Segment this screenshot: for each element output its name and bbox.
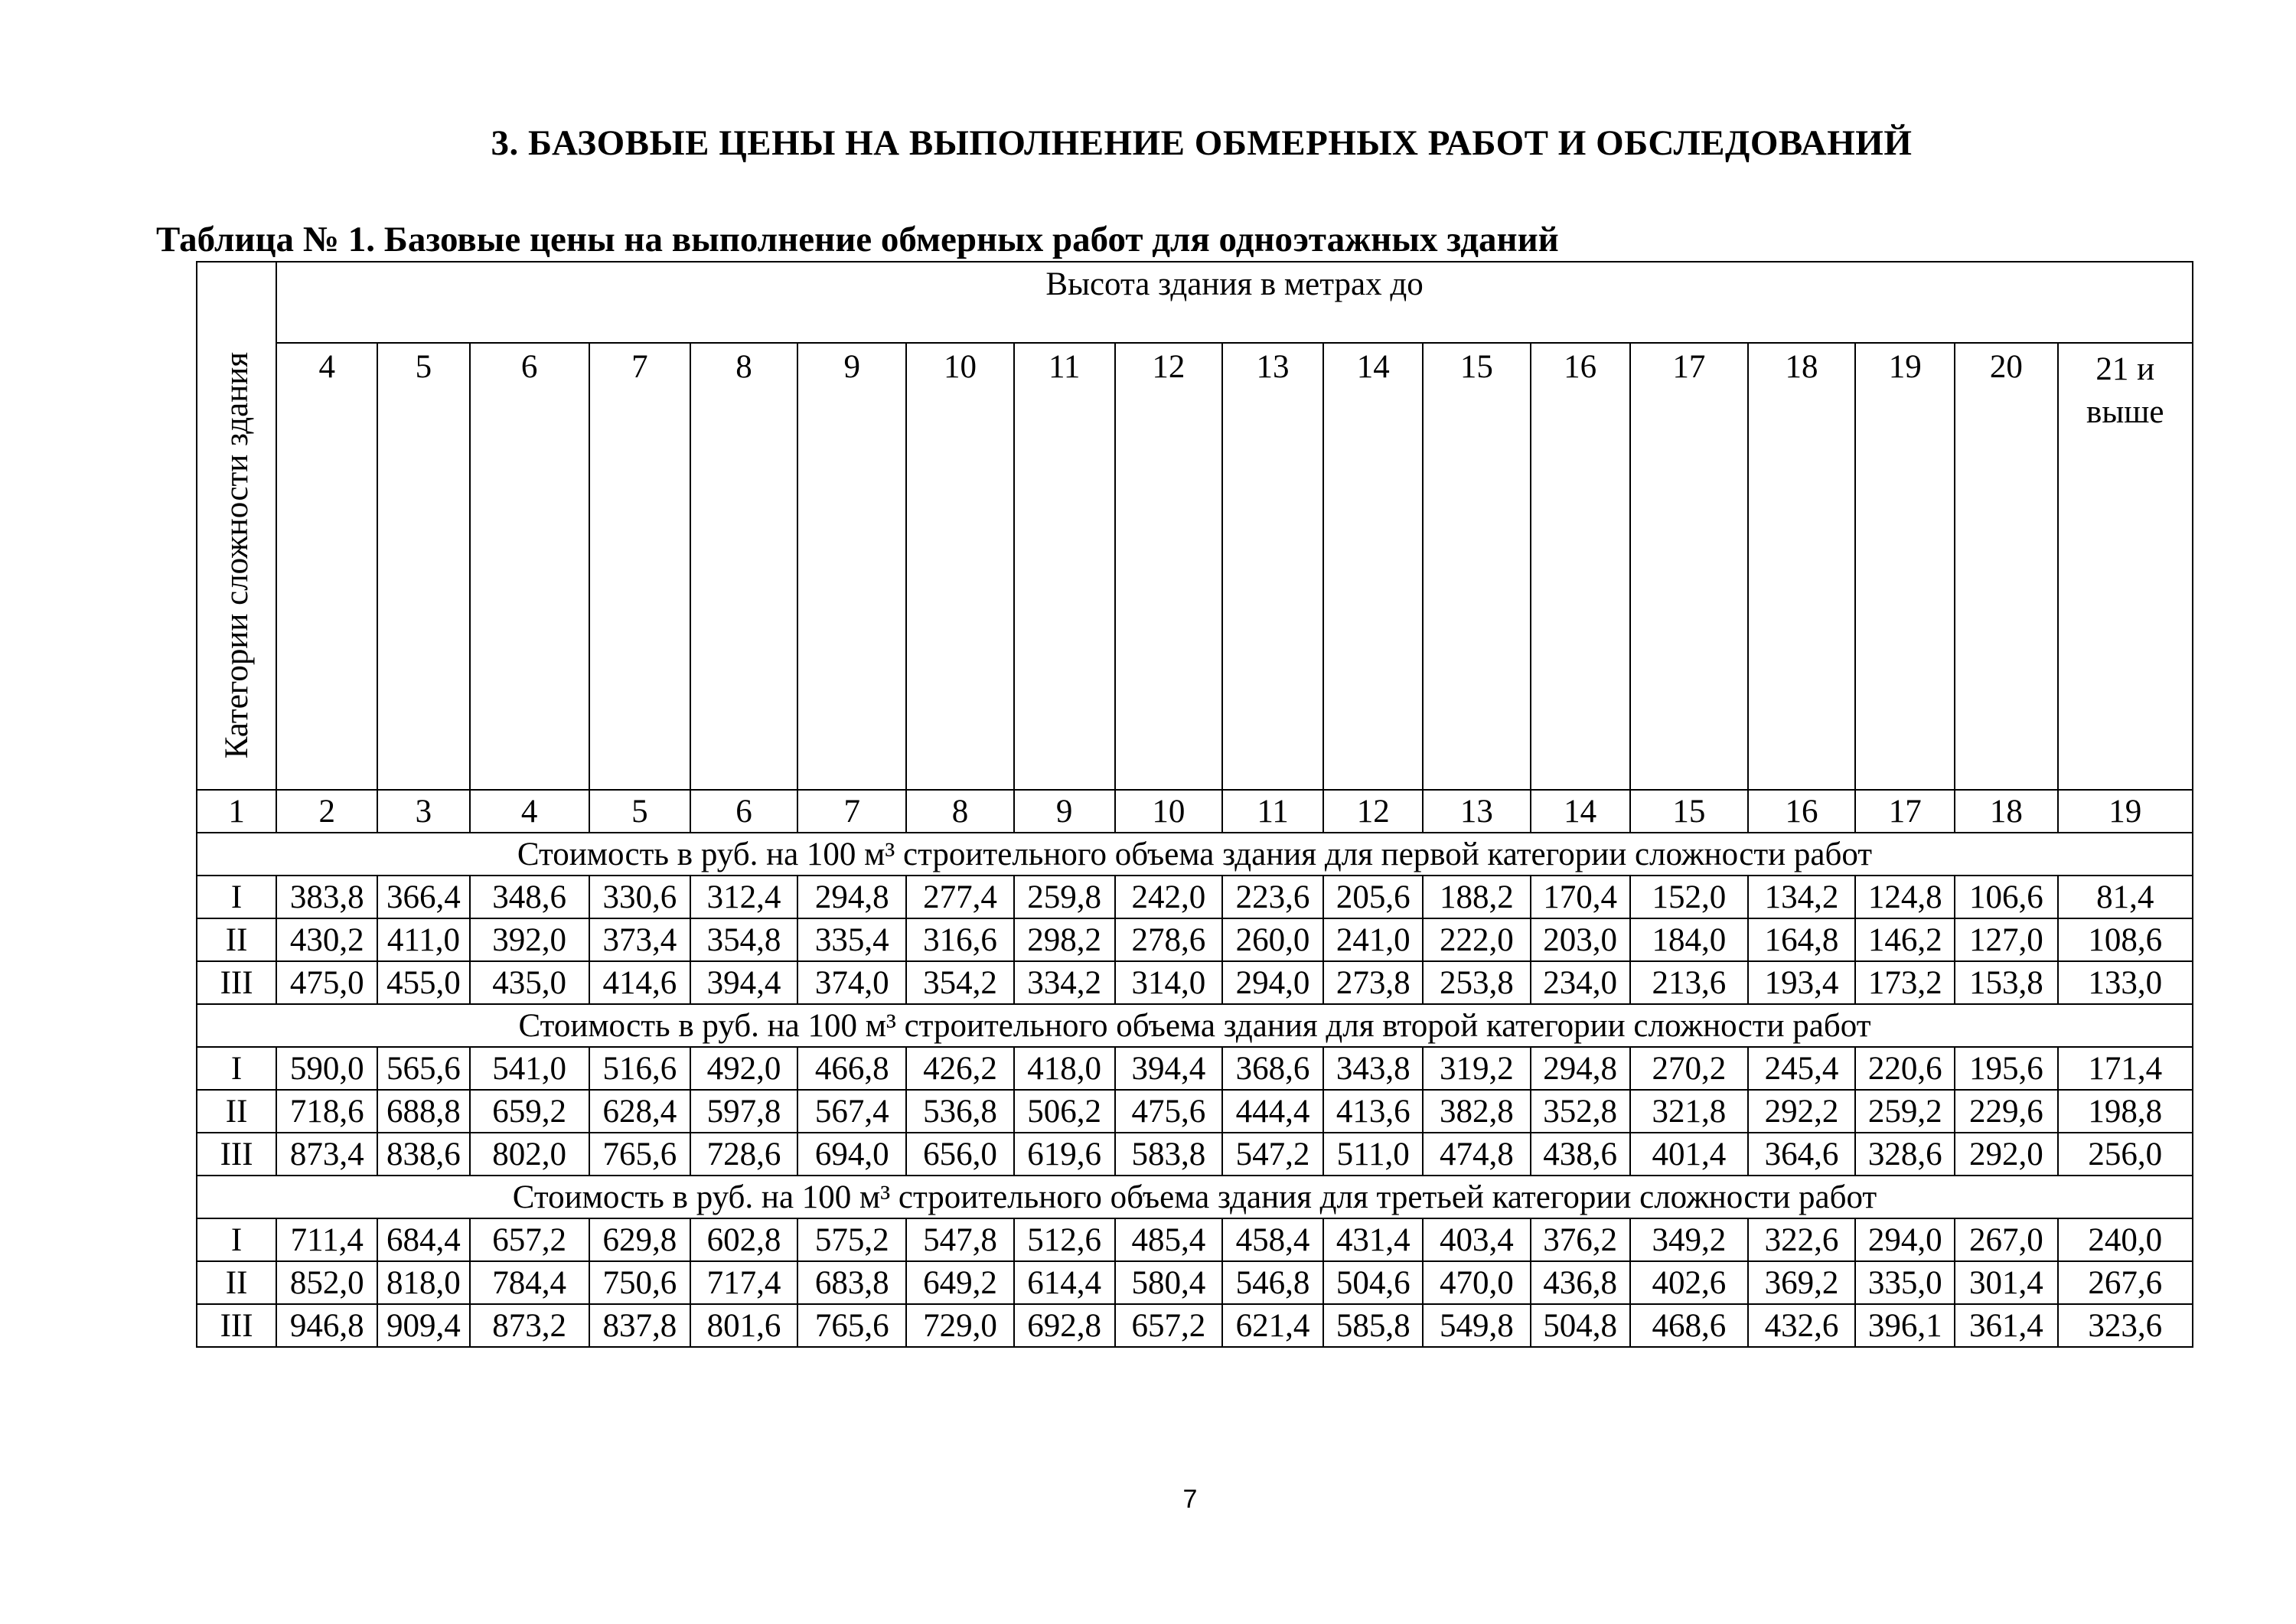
column-number: 14 — [1531, 790, 1630, 833]
category-cell: I — [197, 876, 276, 918]
category-cell: II — [197, 1090, 276, 1133]
table-row — [197, 961, 2193, 1004]
price-cell: 585,8 — [1323, 1304, 1423, 1347]
price-cell: 188,2 — [1423, 876, 1530, 918]
price-cell: 512,6 — [1014, 1218, 1115, 1261]
price-cell: 328,6 — [1855, 1133, 1955, 1176]
price-cell: 368,6 — [1222, 1047, 1323, 1090]
price-cell: 765,6 — [589, 1133, 690, 1176]
price-cell: 273,8 — [1323, 961, 1423, 1004]
price-cell: 294,8 — [1531, 1047, 1630, 1090]
price-cell: 267,0 — [1955, 1218, 2057, 1261]
table-row — [197, 1133, 2193, 1176]
price-cell: 323,6 — [2058, 1304, 2193, 1347]
table-row — [197, 1218, 2193, 1261]
price-cell: 259,2 — [1855, 1090, 1955, 1133]
table-row — [197, 1047, 2193, 1090]
table-caption: Таблица № 1. Базовые цены на выполнение обмерных работ для одноэтажных зданий — [156, 220, 1559, 259]
price-cell: 873,2 — [470, 1304, 589, 1347]
price-cell: 718,6 — [276, 1090, 377, 1133]
height-column-header: 19 — [1855, 343, 1955, 790]
price-cell: 621,4 — [1222, 1304, 1323, 1347]
price-cell: 818,0 — [377, 1261, 469, 1304]
table-row — [197, 1304, 2193, 1347]
height-column-header: 18 — [1748, 343, 1855, 790]
price-cell: 657,2 — [470, 1218, 589, 1261]
category-header: Категории сложности здания — [218, 351, 255, 758]
price-cell: 802,0 — [470, 1133, 589, 1176]
height-column-header: 9 — [797, 343, 906, 790]
price-cell: 229,6 — [1955, 1090, 2057, 1133]
category-cell: III — [197, 1133, 276, 1176]
price-cell: 294,0 — [1222, 961, 1323, 1004]
table-row — [197, 1261, 2193, 1304]
height-column-header: 4 — [276, 343, 377, 790]
height-column-header: 15 — [1423, 343, 1530, 790]
price-cell: 314,0 — [1115, 961, 1222, 1004]
price-cell: 259,8 — [1014, 876, 1115, 918]
price-cell: 619,6 — [1014, 1133, 1115, 1176]
price-cell: 485,4 — [1115, 1218, 1222, 1261]
price-cell: 294,0 — [1855, 1218, 1955, 1261]
column-number: 8 — [906, 790, 1013, 833]
height-column-header: 11 — [1014, 343, 1115, 790]
price-cell: 729,0 — [906, 1304, 1013, 1347]
price-cell: 547,2 — [1222, 1133, 1323, 1176]
price-cell: 198,8 — [2058, 1090, 2193, 1133]
price-cell: 334,2 — [1014, 961, 1115, 1004]
price-cell: 614,4 — [1014, 1261, 1115, 1304]
column-number: 10 — [1115, 790, 1222, 833]
price-cell: 717,4 — [690, 1261, 797, 1304]
price-cell: 277,4 — [906, 876, 1013, 918]
price-cell: 431,4 — [1323, 1218, 1423, 1261]
section-title-row: Стоимость в руб. на 100 м³ строительного объема здания для третьей категории сложности работ — [197, 1176, 2193, 1218]
page-number: 7 — [1182, 1485, 1198, 1514]
price-cell: 475,6 — [1115, 1090, 1222, 1133]
category-cell: II — [197, 918, 276, 961]
price-cell: 597,8 — [690, 1090, 797, 1133]
price-cell: 322,6 — [1748, 1218, 1855, 1261]
price-cell: 403,4 — [1423, 1218, 1530, 1261]
price-cell: 567,4 — [797, 1090, 906, 1133]
price-cell: 205,6 — [1323, 876, 1423, 918]
column-number: 16 — [1748, 790, 1855, 833]
price-cell: 401,4 — [1630, 1133, 1748, 1176]
column-number: 15 — [1630, 790, 1748, 833]
height-column-header: 16 — [1531, 343, 1630, 790]
price-cell: 369,2 — [1748, 1261, 1855, 1304]
price-cell: 335,0 — [1855, 1261, 1955, 1304]
price-cell: 436,8 — [1531, 1261, 1630, 1304]
price-cell: 335,4 — [797, 918, 906, 961]
price-cell: 173,2 — [1855, 961, 1955, 1004]
price-cell: 504,8 — [1531, 1304, 1630, 1347]
price-cell: 330,6 — [589, 876, 690, 918]
price-cell: 316,6 — [906, 918, 1013, 961]
price-cell: 873,4 — [276, 1133, 377, 1176]
height-column-header: 14 — [1323, 343, 1423, 790]
height-column-header: 21 и выше — [2058, 343, 2193, 790]
section-title-row: Стоимость в руб. на 100 м³ строительного объема здания для второй категории сложности работ — [197, 1004, 2193, 1047]
price-cell: 106,6 — [1955, 876, 2057, 918]
price-cell: 649,2 — [906, 1261, 1013, 1304]
price-table — [196, 261, 2193, 1348]
price-cell: 628,4 — [589, 1090, 690, 1133]
price-cell: 411,0 — [377, 918, 469, 961]
price-cell: 242,0 — [1115, 876, 1222, 918]
price-cell: 656,0 — [906, 1133, 1013, 1176]
price-cell: 468,6 — [1630, 1304, 1748, 1347]
price-cell: 366,4 — [377, 876, 469, 918]
height-column-header: 8 — [690, 343, 797, 790]
price-cell: 475,0 — [276, 961, 377, 1004]
price-cell: 81,4 — [2058, 876, 2193, 918]
price-cell: 402,6 — [1630, 1261, 1748, 1304]
price-cell: 164,8 — [1748, 918, 1855, 961]
price-cell: 354,8 — [690, 918, 797, 961]
price-cell: 565,6 — [377, 1047, 469, 1090]
price-cell: 470,0 — [1423, 1261, 1530, 1304]
price-cell: 278,6 — [1115, 918, 1222, 961]
price-cell: 837,8 — [589, 1304, 690, 1347]
price-cell: 349,2 — [1630, 1218, 1748, 1261]
price-cell: 170,4 — [1531, 876, 1630, 918]
price-cell: 435,0 — [470, 961, 589, 1004]
price-cell: 253,8 — [1423, 961, 1530, 1004]
price-cell: 549,8 — [1423, 1304, 1530, 1347]
price-cell: 364,6 — [1748, 1133, 1855, 1176]
price-cell: 852,0 — [276, 1261, 377, 1304]
column-number: 19 — [2058, 790, 2193, 833]
category-header-cell — [197, 262, 276, 790]
price-cell: 294,8 — [797, 876, 906, 918]
price-cell: 688,8 — [377, 1090, 469, 1133]
price-cell: 301,4 — [1955, 1261, 2057, 1304]
price-cell: 184,0 — [1630, 918, 1748, 961]
price-cell: 765,6 — [797, 1304, 906, 1347]
height-column-header: 7 — [589, 343, 690, 790]
price-cell: 583,8 — [1115, 1133, 1222, 1176]
price-cell: 784,4 — [470, 1261, 589, 1304]
price-cell: 474,8 — [1423, 1133, 1530, 1176]
price-cell: 352,8 — [1531, 1090, 1630, 1133]
price-cell: 629,8 — [589, 1218, 690, 1261]
price-cell: 466,8 — [797, 1047, 906, 1090]
price-cell: 146,2 — [1855, 918, 1955, 961]
price-cell: 319,2 — [1423, 1047, 1530, 1090]
price-cell: 946,8 — [276, 1304, 377, 1347]
price-cell: 312,4 — [690, 876, 797, 918]
price-cell: 516,6 — [589, 1047, 690, 1090]
price-cell: 354,2 — [906, 961, 1013, 1004]
price-cell: 838,6 — [377, 1133, 469, 1176]
price-cell: 292,0 — [1955, 1133, 2057, 1176]
price-cell: 321,8 — [1630, 1090, 1748, 1133]
height-column-header: 17 — [1630, 343, 1748, 790]
price-cell: 213,6 — [1630, 961, 1748, 1004]
column-number: 12 — [1323, 790, 1423, 833]
column-number: 7 — [797, 790, 906, 833]
price-cell: 267,6 — [2058, 1261, 2193, 1304]
price-cell: 245,4 — [1748, 1047, 1855, 1090]
height-column-header: 20 — [1955, 343, 2057, 790]
category-cell: III — [197, 961, 276, 1004]
price-cell: 171,4 — [2058, 1047, 2193, 1090]
column-number: 4 — [470, 790, 589, 833]
price-cell: 292,2 — [1748, 1090, 1855, 1133]
column-number: 18 — [1955, 790, 2057, 833]
price-cell: 152,0 — [1630, 876, 1748, 918]
price-cell: 241,0 — [1323, 918, 1423, 961]
price-cell: 590,0 — [276, 1047, 377, 1090]
price-cell: 455,0 — [377, 961, 469, 1004]
price-cell: 728,6 — [690, 1133, 797, 1176]
price-cell: 195,6 — [1955, 1047, 2057, 1090]
category-cell: I — [197, 1218, 276, 1261]
price-cell: 348,6 — [470, 876, 589, 918]
price-cell: 260,0 — [1222, 918, 1323, 961]
price-cell: 108,6 — [2058, 918, 2193, 961]
price-cell: 438,6 — [1531, 1133, 1630, 1176]
column-number: 9 — [1014, 790, 1115, 833]
price-cell: 222,0 — [1423, 918, 1530, 961]
price-cell: 444,4 — [1222, 1090, 1323, 1133]
price-cell: 127,0 — [1955, 918, 2057, 961]
price-cell: 546,8 — [1222, 1261, 1323, 1304]
price-cell: 413,6 — [1323, 1090, 1423, 1133]
price-cell: 392,0 — [470, 918, 589, 961]
price-cell: 694,0 — [797, 1133, 906, 1176]
price-cell: 203,0 — [1531, 918, 1630, 961]
price-cell: 426,2 — [906, 1047, 1013, 1090]
price-cell: 602,8 — [690, 1218, 797, 1261]
price-cell: 492,0 — [690, 1047, 797, 1090]
column-number: 5 — [589, 790, 690, 833]
price-cell: 193,4 — [1748, 961, 1855, 1004]
column-number: 11 — [1222, 790, 1323, 833]
price-cell: 692,8 — [1014, 1304, 1115, 1347]
price-cell: 373,4 — [589, 918, 690, 961]
price-cell: 414,6 — [589, 961, 690, 1004]
column-number: 6 — [690, 790, 797, 833]
column-number: 2 — [276, 790, 377, 833]
column-number: 1 — [197, 790, 276, 833]
height-column-header: 6 — [470, 343, 589, 790]
price-cell: 374,0 — [797, 961, 906, 1004]
section-title: 3. БАЗОВЫЕ ЦЕНЫ НА ВЫПОЛНЕНИЕ ОБМЕРНЫХ РАБОТ И ОБСЛЕДОВАНИЙ — [491, 123, 1913, 163]
category-cell: III — [197, 1304, 276, 1347]
height-column-header: 12 — [1115, 343, 1222, 790]
price-cell: 575,2 — [797, 1218, 906, 1261]
price-cell: 547,8 — [906, 1218, 1013, 1261]
price-cell: 240,0 — [2058, 1218, 2193, 1261]
price-cell: 909,4 — [377, 1304, 469, 1347]
height-column-header: 13 — [1222, 343, 1323, 790]
price-cell: 376,2 — [1531, 1218, 1630, 1261]
price-cell: 396,1 — [1855, 1304, 1955, 1347]
price-cell: 234,0 — [1531, 961, 1630, 1004]
price-cell: 511,0 — [1323, 1133, 1423, 1176]
price-cell: 504,6 — [1323, 1261, 1423, 1304]
price-cell: 541,0 — [470, 1047, 589, 1090]
column-number: 3 — [377, 790, 469, 833]
column-number: 17 — [1855, 790, 1955, 833]
price-cell: 418,0 — [1014, 1047, 1115, 1090]
price-cell: 134,2 — [1748, 876, 1855, 918]
price-cell: 220,6 — [1855, 1047, 1955, 1090]
price-cell: 683,8 — [797, 1261, 906, 1304]
price-cell: 430,2 — [276, 918, 377, 961]
price-cell: 383,8 — [276, 876, 377, 918]
category-cell: I — [197, 1047, 276, 1090]
price-cell: 361,4 — [1955, 1304, 2057, 1347]
price-cell: 124,8 — [1855, 876, 1955, 918]
price-cell: 256,0 — [2058, 1133, 2193, 1176]
table-row — [197, 1090, 2193, 1133]
table-row — [197, 918, 2193, 961]
price-cell: 133,0 — [2058, 961, 2193, 1004]
price-cell: 432,6 — [1748, 1304, 1855, 1347]
price-cell: 580,4 — [1115, 1261, 1222, 1304]
height-column-header: 10 — [906, 343, 1013, 790]
price-cell: 684,4 — [377, 1218, 469, 1261]
price-cell: 394,4 — [690, 961, 797, 1004]
price-cell: 659,2 — [470, 1090, 589, 1133]
price-cell: 711,4 — [276, 1218, 377, 1261]
price-cell: 382,8 — [1423, 1090, 1530, 1133]
column-number: 13 — [1423, 790, 1530, 833]
price-cell: 458,4 — [1222, 1218, 1323, 1261]
table-row — [197, 876, 2193, 918]
height-column-header: 5 — [377, 343, 469, 790]
price-cell: 223,6 — [1222, 876, 1323, 918]
price-cell: 506,2 — [1014, 1090, 1115, 1133]
category-cell: II — [197, 1261, 276, 1304]
price-cell: 750,6 — [589, 1261, 690, 1304]
section-title-row: Стоимость в руб. на 100 м³ строительного объема здания для первой категории сложности работ — [197, 833, 2193, 876]
height-header: Высота здания в метрах до — [276, 262, 2193, 343]
price-cell: 657,2 — [1115, 1304, 1222, 1347]
price-cell: 536,8 — [906, 1090, 1013, 1133]
price-cell: 270,2 — [1630, 1047, 1748, 1090]
price-cell: 153,8 — [1955, 961, 2057, 1004]
price-cell: 343,8 — [1323, 1047, 1423, 1090]
price-cell: 298,2 — [1014, 918, 1115, 961]
price-cell: 801,6 — [690, 1304, 797, 1347]
price-cell: 394,4 — [1115, 1047, 1222, 1090]
